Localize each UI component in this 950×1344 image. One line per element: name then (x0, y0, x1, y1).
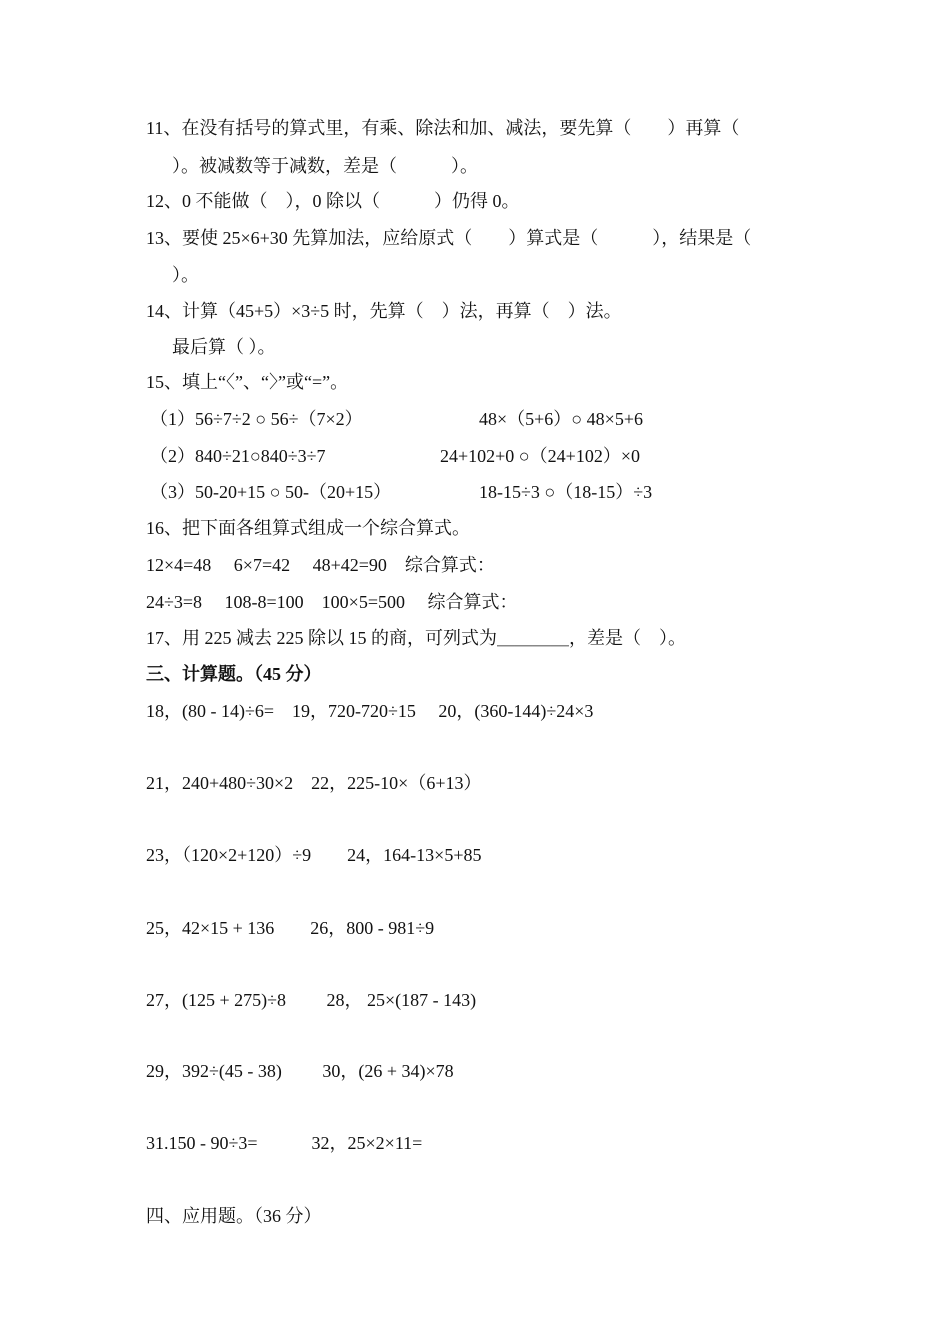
q14-line1: 14、计算（45+5）×3÷5 时，先算（ ）法，再算（ ）法。 (146, 301, 622, 321)
q12: 12、0 不能做（ ），0 除以（ ）仍得 0。 (146, 191, 520, 211)
calc-row-6: 29，392÷(45 - 38) 30，(26 + 34)×78 (146, 1061, 454, 1081)
q16-row1: 12×4=48 6×7=42 48+42=90 综合算式： (146, 555, 495, 575)
q15-item-1a: （1）56÷7÷2 ○ 56÷（7×2） (150, 409, 363, 429)
calc-row-2: 21，240+480÷30×2 22，225-10×（6+13） (146, 773, 482, 793)
section3-heading: 三、计算题。（45 分） (146, 664, 322, 684)
q11-line2: ）。被减数等于减数，差是（ ）。 (172, 156, 478, 176)
q13-line1: 13、要使 25×6+30 先算加法，应给原式（ ）算式是（ ），结果是（ (146, 228, 752, 248)
q11-line1: 11、在没有括号的算式里，有乘、除法和加、减法，要先算（ ）再算（ (146, 118, 740, 138)
q15-item-3a: （3）50-20+15 ○ 50-（20+15） (150, 482, 392, 502)
q16-title: 16、把下面各组算式组成一个综合算式。 (146, 518, 470, 538)
calc-row-3: 23，（120×2+120）÷9 24，164-13×5+85 (146, 845, 482, 865)
q14-line2: 最后算（ ）。 (172, 337, 276, 357)
q17: 17、用 225 减去 225 除以 15 的商，可列式为＿＿＿＿，差是（ ）。 (146, 628, 686, 648)
q15-title: 15、填上“〈”、“〉”或“=”。 (146, 372, 349, 392)
section4-heading: 四、应用题。（36 分） (146, 1206, 322, 1226)
q15-item-3b: 18-15÷3 ○（18-15）÷3 (479, 482, 653, 502)
q16-row2: 24÷3=8 108-8=100 100×5=500 综合算式： (146, 592, 518, 612)
q15-item-2a: （2）840÷21○840÷3÷7 (150, 446, 326, 466)
calc-row-5: 27，(125 + 275)÷8 28， 25×(187 - 143) (146, 990, 477, 1010)
q13-line2: ）。 (172, 265, 199, 285)
calc-row-1: 18，(80 - 14)÷6= 19，720-720÷15 20，(360-144)÷24×3 (146, 701, 594, 721)
calc-row-4: 25，42×15 + 136 26，800 - 981÷9 (146, 918, 435, 938)
calc-row-7: 31.150 - 90÷3= 32，25×2×11= (146, 1133, 423, 1153)
q15-item-2b: 24+102+0 ○（24+102）×0 (440, 446, 640, 466)
q15-item-1b: 48×（5+6）○ 48×5+6 (479, 409, 643, 429)
